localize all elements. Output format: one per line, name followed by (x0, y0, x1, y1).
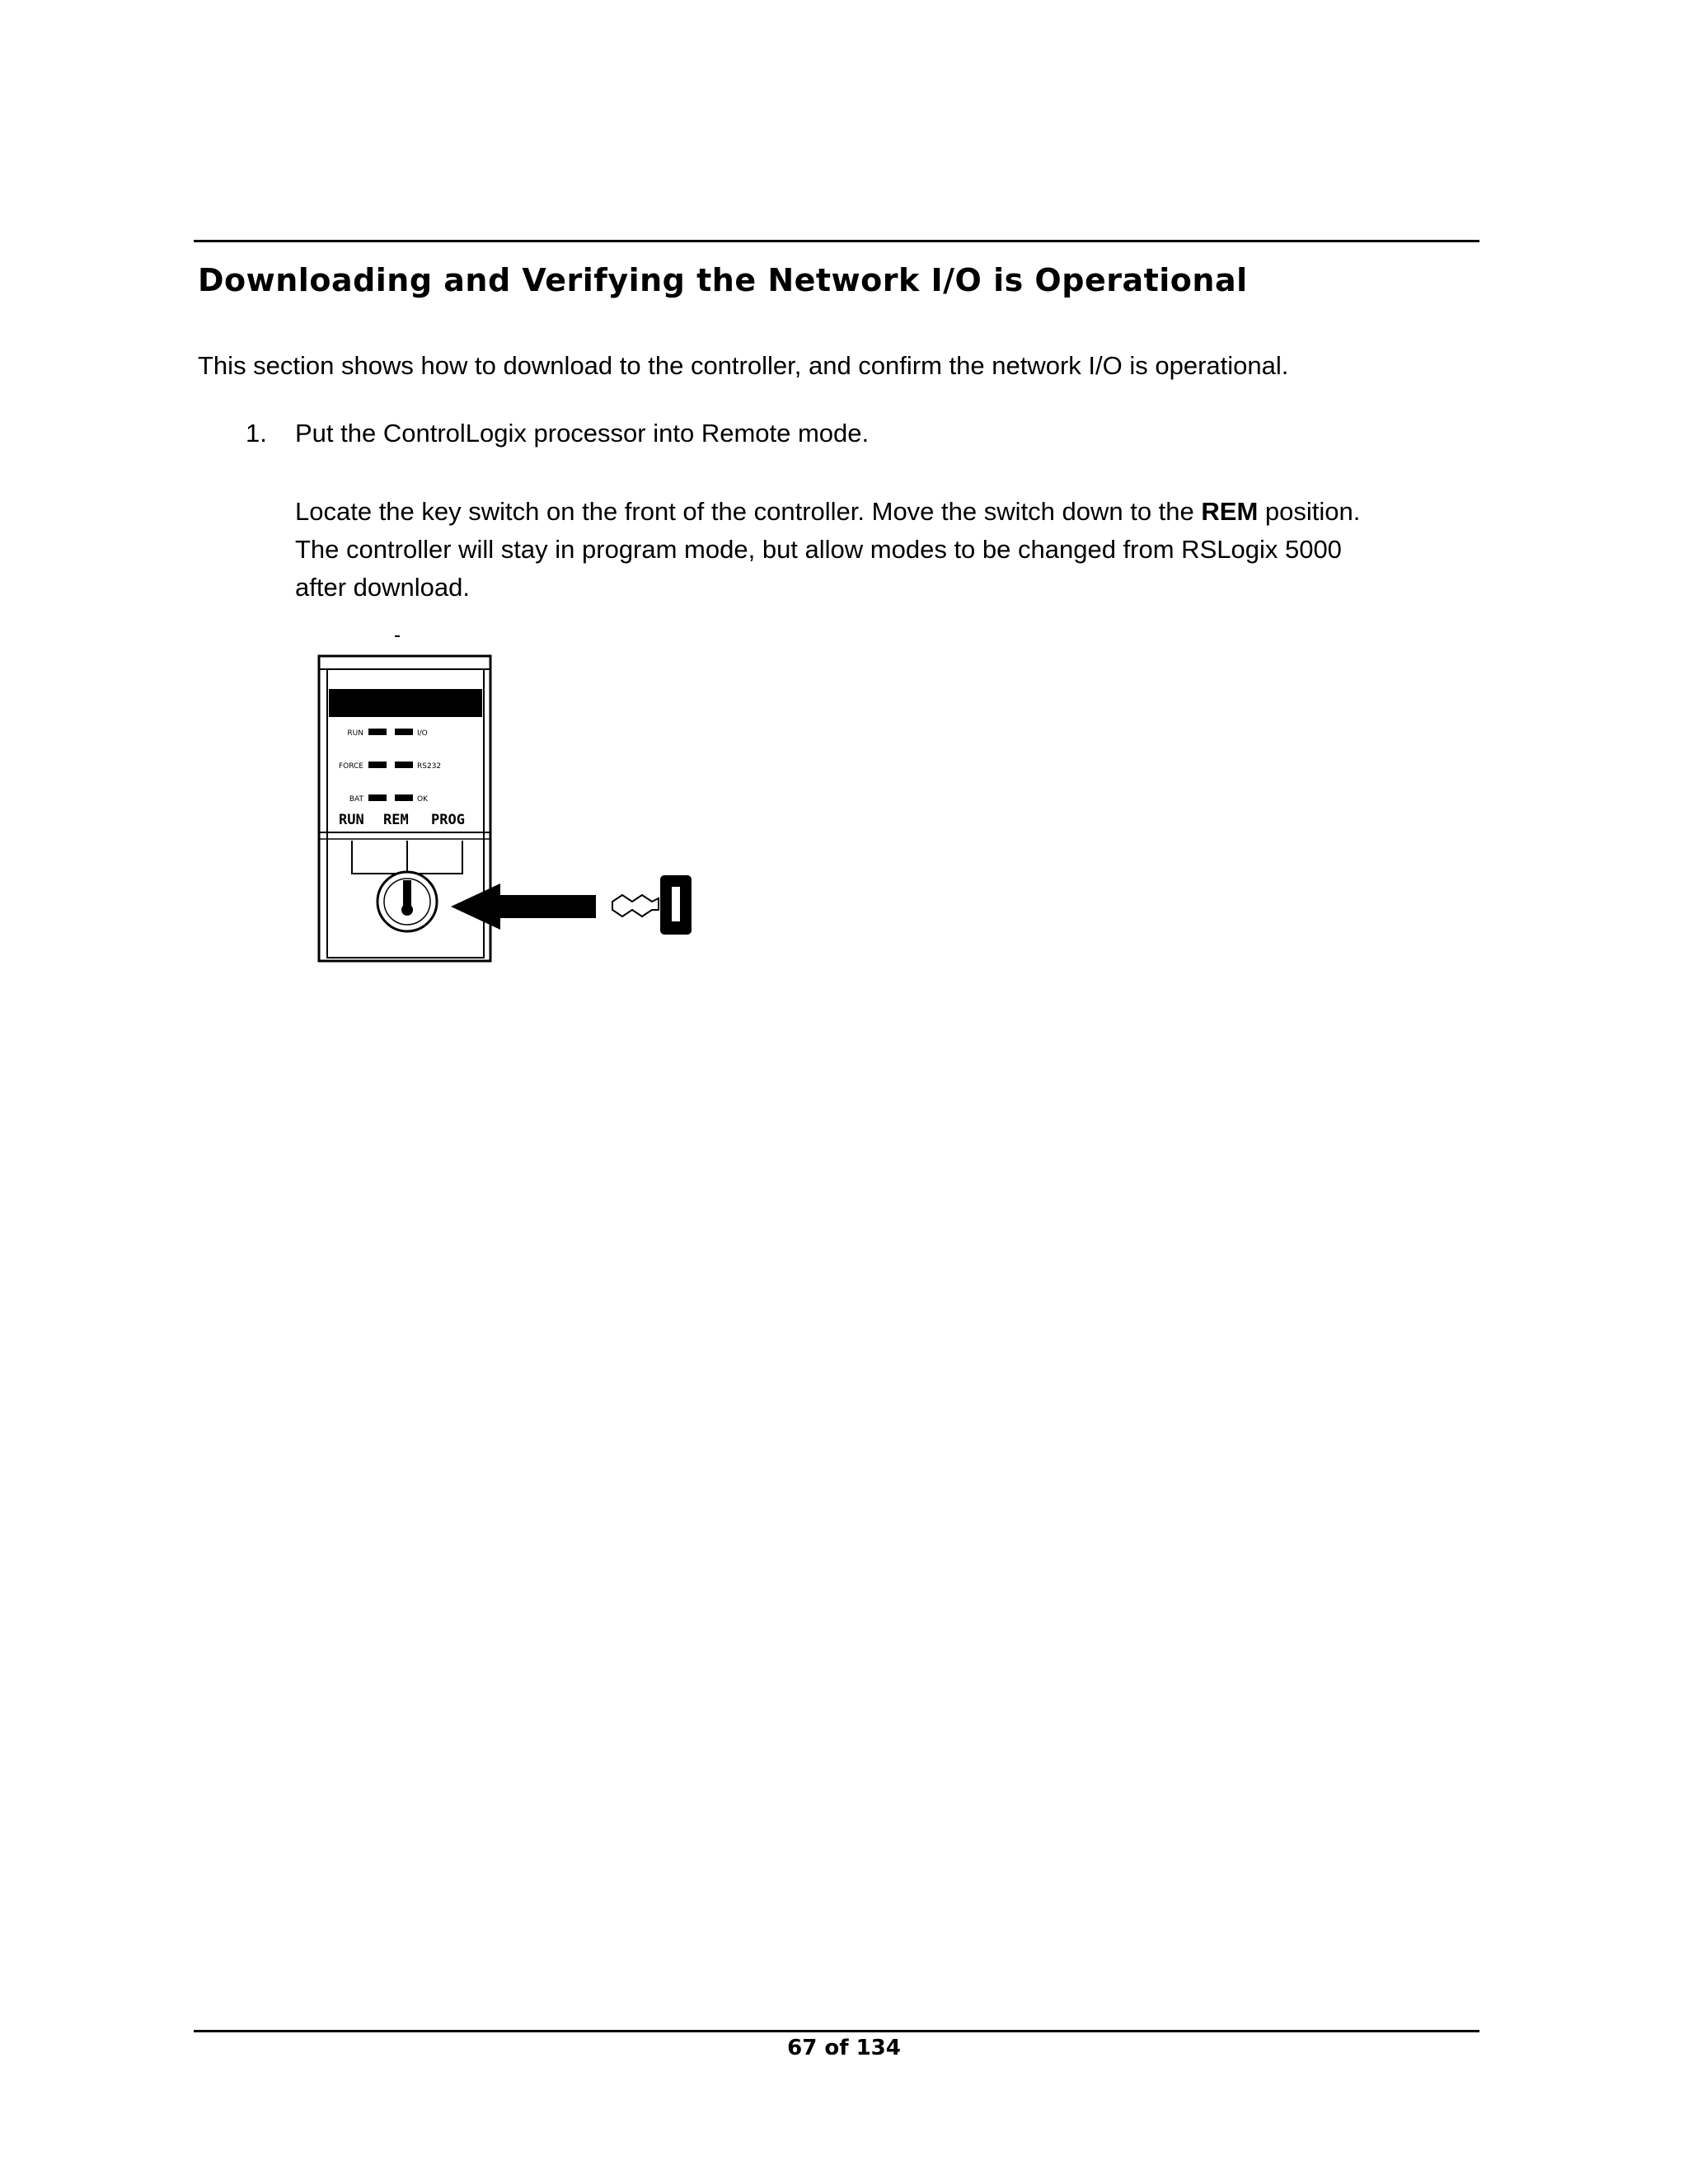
led-rs232 (395, 762, 413, 768)
detail-line-1: Locate the key switch on the front of the controller. Move the switch down to the REM position. (295, 497, 1361, 526)
led-label-bat: BAT (349, 795, 363, 804)
intro-paragraph: This section shows how to download to the controller, and confirm the network I/O is operational. (198, 351, 1289, 380)
key-switch (377, 872, 437, 931)
detail-line-3: after download. (295, 573, 470, 602)
controller-module (319, 656, 490, 961)
led-run (368, 729, 387, 735)
footer-rule (194, 2030, 1479, 2032)
led-io (395, 729, 413, 735)
led-label-force: FORCE (338, 762, 363, 771)
step-text: Put the ControlLogix processor into Remote mode. (295, 419, 870, 448)
controller-key-switch-figure (309, 626, 721, 972)
led-label-io: I/O (417, 729, 428, 738)
led-bat (368, 794, 387, 801)
step-detail (295, 493, 1465, 607)
rem-emphasis: REM (1201, 497, 1259, 526)
page-number: 67 of 134 (787, 2036, 901, 2060)
key-icon (612, 875, 692, 935)
detail-line-2: The controller will stay in program mode, but allow modes to be changed from RSLogix 5000 (295, 535, 1342, 564)
display-bar (329, 689, 482, 717)
step-number: 1. (246, 419, 267, 448)
header-rule (194, 240, 1479, 242)
led-ok (395, 794, 413, 801)
led-label-rs232: RS232 (417, 762, 442, 771)
mode-label-run: RUN (339, 812, 364, 828)
led-label-run: RUN (347, 729, 363, 738)
mode-label-prog: PROG (431, 812, 465, 828)
led-force (368, 762, 387, 768)
section-title: Downloading and Verifying the Network I/O is Operational (198, 262, 1248, 298)
mode-label-rem: REM (383, 812, 409, 828)
led-label-ok: OK (417, 795, 428, 804)
